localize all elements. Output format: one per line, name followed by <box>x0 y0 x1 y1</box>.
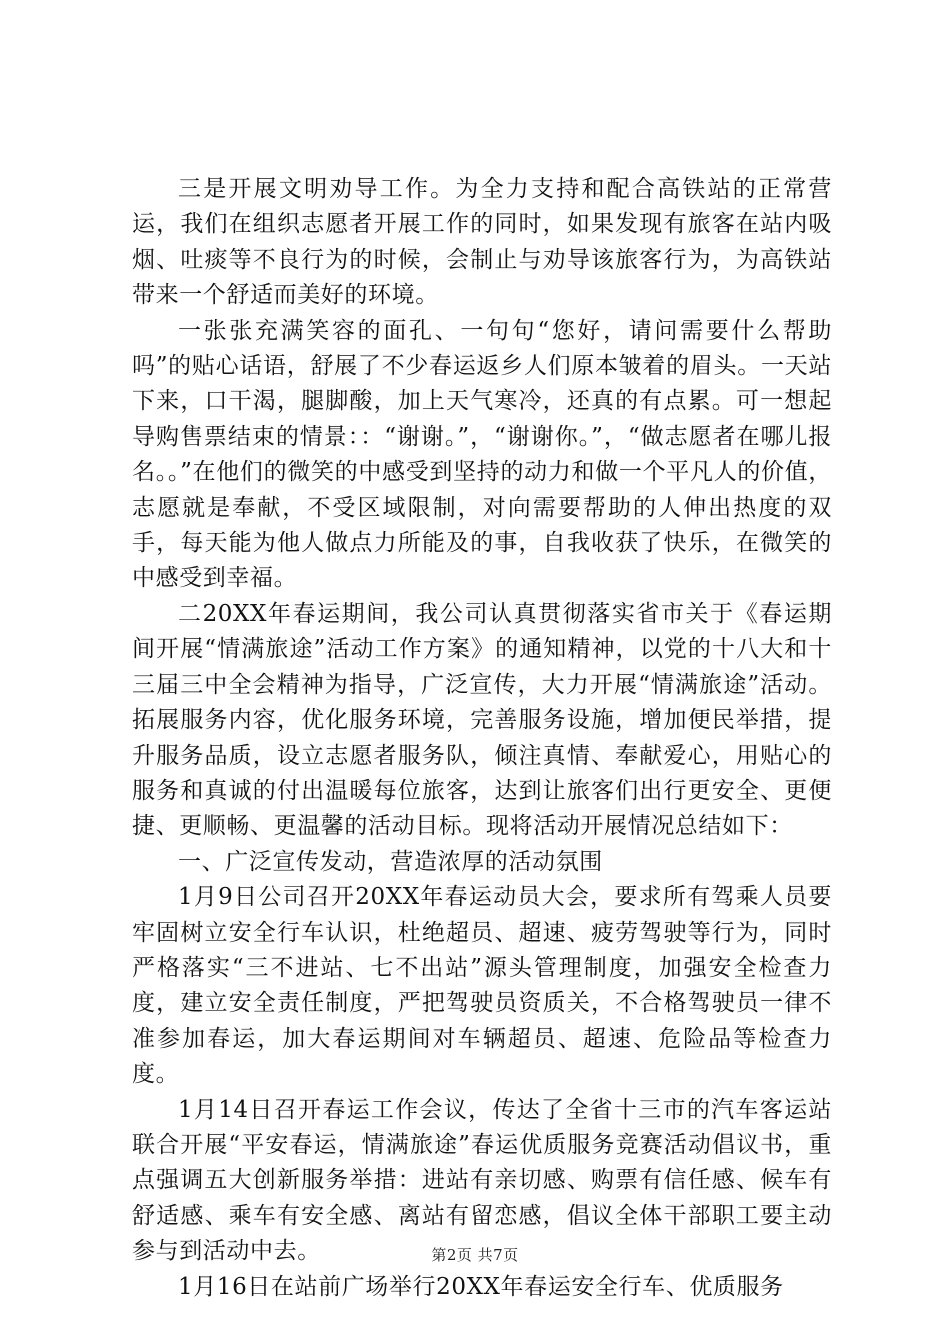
paragraph-spring-transport-overview: 二20XX年春运期间，我公司认真贯彻落实省市关于《春运期间开展“情满旅途”活动工作方案》的通知精神，以党的十八大和十三届三中全会精神为指导，广泛宣传，大力开展“情满旅途”活动。拓展服务内容，优化服务环境，完善服务设施，增加便民举措，提升服务品质，设立志愿者服务队，倾注真情、奉献爱心，用贴心的服务和真诚的付出温暖每位旅客，达到让旅客们出行更安全、更便捷、更顺畅、更温馨的活动目标。现将活动开展情况总结如下： <box>132 600 832 840</box>
paragraph-jan-9-meeting: 1月9日公司召开20XX年春运动员大会，要求所有驾乘人员要牢固树立安全行车认识，杜绝超员、超速、疲劳驾驶等行为，同时严格落实“三不进站、七不出站”源头管理制度，加强安全检查力度，建立安全责任制度，严把驾驶员资质关，不合格驾驶员一律不准参加春运，加大春运期间对车辆超员、超速、危险品等检查力度。 <box>132 884 832 1088</box>
paragraph-civilized-persuasion: 三是开展文明劝导工作。为全力支持和配合高铁站的正常营运，我们在组织志愿者开展工作的同时，如果发现有旅客在站内吸烟、吐痰等不良行为的时候，会制止与劝导该旅客行为，为高铁站带来一个舒适而美好的环境。 <box>132 176 832 309</box>
paragraph-volunteer-smiles: 一张张充满笑容的面孔、一句句“您好，请问需要什么帮助吗”的贴心话语，舒展了不少春运返乡人们原本皱着的眉头。一天站下来，口干渴，腿脚酸，加上天气寒冷，还真的有点累。可一想起导购售票结束的情景：：“谢谢。”，“谢谢你。”，“做志愿者在哪儿报名。。”在他们的微笑的中感受到坚持的动力和做一个平凡人的价值，志愿就是奉献，不受区域限制，对向需要帮助的人伸出热度的双手，每天能为他人做点力所能及的事，自我收获了快乐，在微笑的中感受到幸福。 <box>132 317 832 592</box>
page-number-footer: 第2页 共7页 <box>431 1246 519 1264</box>
paragraph-jan-14-meeting: 1月14日召开春运工作会议，传达了全省十三市的汽车客运站联合开展“平安春运，情满旅途”春运优质服务竞赛活动倡议书，重点强调五大创新服务举措：进站有亲切感、购票有信任感、候车有舒适感、乘车有安全感、离站有留恋感，倡议全体干部职工要主动参与到活动中去。 <box>132 1096 832 1265</box>
paragraph-jan-16-event: 1月16日在站前广场举行20XX年春运安全行车、优质服务 <box>178 1273 784 1300</box>
document-body <box>132 172 832 1305</box>
section-heading-publicity: 一、广泛宣传发动，营造浓厚的活动氛围 <box>178 848 603 875</box>
